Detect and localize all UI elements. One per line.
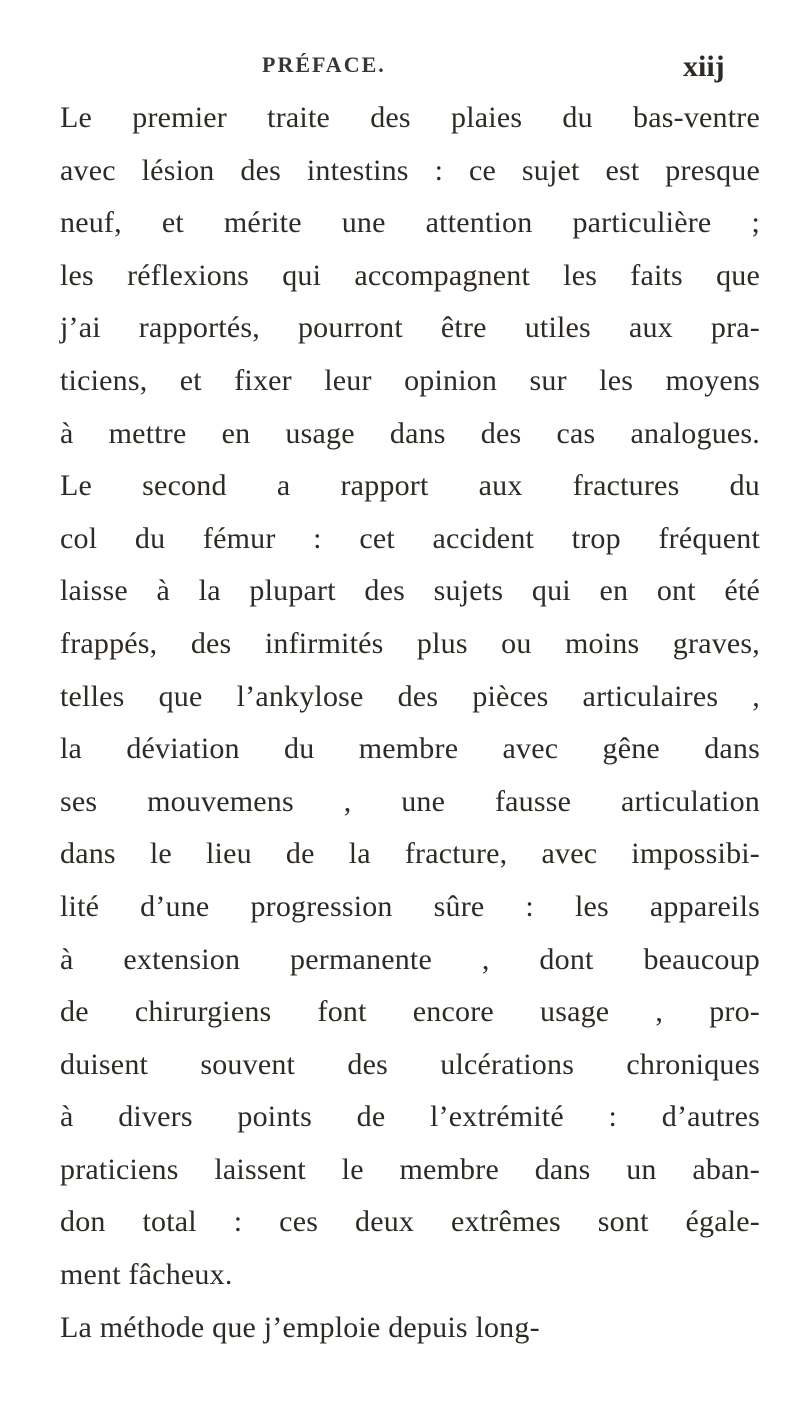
text-line: La méthode que j’emploie depuis long- <box>60 1310 540 1344</box>
text-line: laisse à la plupart des sujets qui en ont été <box>60 574 760 608</box>
text-line: avec lésion des intestins : ce sujet est presque <box>60 153 760 187</box>
text-line: ticiens, et fixer leur opinion sur les moyens <box>60 363 760 397</box>
body-text <box>60 92 760 1354</box>
text-line: à divers points de l’extrémité : d’autres <box>60 1100 760 1134</box>
text-line: neuf, et mérite une attention particulière ; <box>60 206 760 240</box>
text-line: les réflexions qui accompagnent les faits que <box>60 258 760 292</box>
text-line: ment fâcheux. <box>60 1258 233 1292</box>
running-head <box>0 52 800 92</box>
text-line: à mettre en usage dans des cas analogues. <box>60 416 760 450</box>
text-line: à extension permanente , dont beaucoup <box>60 942 760 976</box>
text-line: Le premier traite des plaies du bas-ventre <box>60 101 760 134</box>
text-line: lité d’une progression sûre : les appareils <box>60 889 760 923</box>
text-line: Le second a rapport aux fractures du <box>60 469 760 503</box>
text-line: la déviation du membre avec gêne dans <box>60 732 760 766</box>
text-line: telles que l’ankylose des pièces articulaires , <box>60 679 760 713</box>
running-head-title: PRÉFACE. <box>262 52 386 77</box>
page-number: xiij <box>683 50 725 83</box>
text-line: ses mouvemens , une fausse articulation <box>60 784 760 818</box>
text-line: duisent souvent des ulcérations chroniques <box>60 1047 760 1081</box>
text-line: col du fémur : cet accident trop fréquent <box>60 521 760 555</box>
text-line: de chirurgiens font encore usage , pro- <box>60 995 760 1029</box>
text-line: frappés, des infirmités plus ou moins graves, <box>60 626 760 660</box>
text-line: dans le lieu de la fracture, avec impossibi- <box>60 837 760 871</box>
text-line: j’ai rapportés, pourront être utiles aux pra- <box>60 311 760 345</box>
text-line: praticiens laissent le membre dans un aban- <box>60 1152 760 1186</box>
text-line: don total : ces deux extrêmes sont égale- <box>60 1205 760 1239</box>
